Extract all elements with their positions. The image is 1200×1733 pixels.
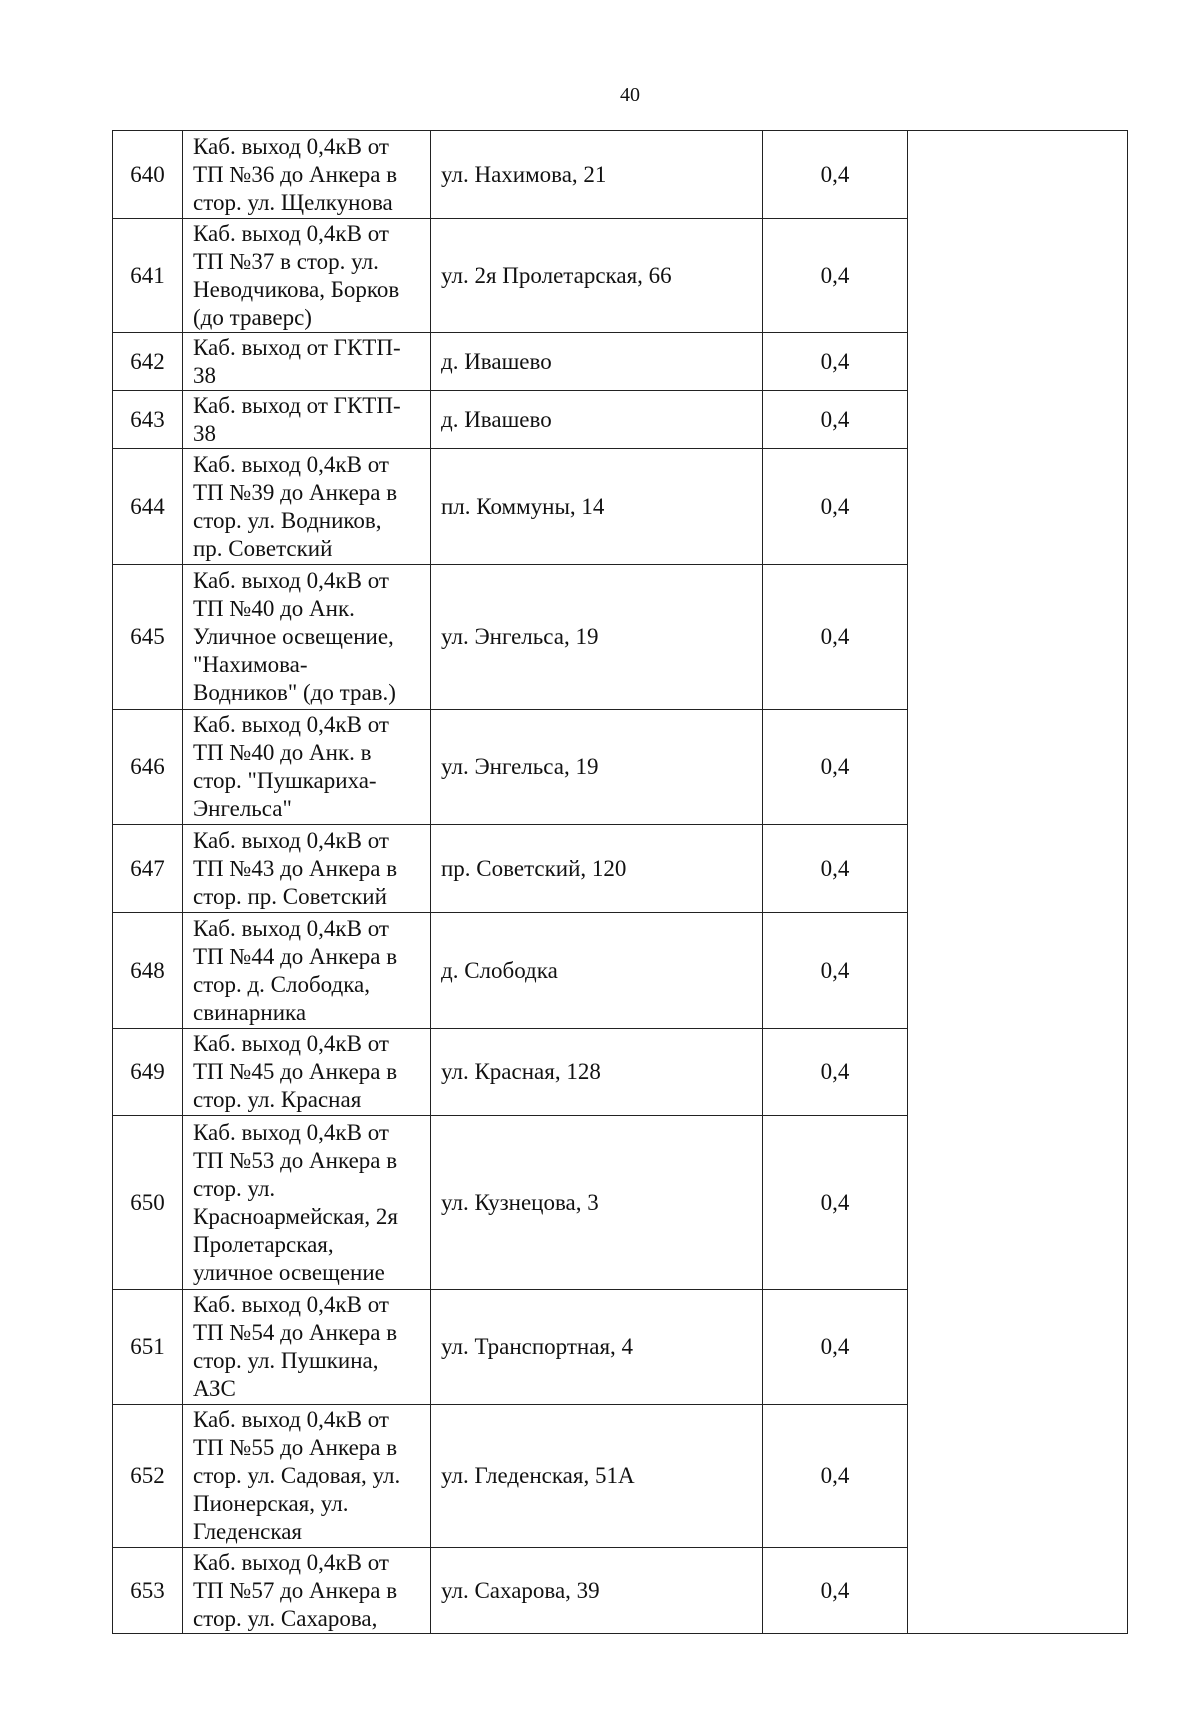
cable-description: Каб. выход 0,4кВ от ТП №54 до Анкера в стор. ул. Пушкина, АЗС xyxy=(183,1290,431,1405)
voltage: 0,4 xyxy=(763,131,908,219)
row-number: 643 xyxy=(113,391,183,449)
row-number: 647 xyxy=(113,825,183,913)
row-number: 646 xyxy=(113,710,183,825)
table-row xyxy=(113,131,1128,219)
cable-description: Каб. выход от ГКТП- 38 xyxy=(183,333,431,391)
voltage: 0,4 xyxy=(763,825,908,913)
address: д. Слободка xyxy=(431,913,763,1029)
facilities-table xyxy=(112,130,1128,1634)
empty-cell xyxy=(908,131,1128,1634)
row-number: 641 xyxy=(113,219,183,333)
row-number: 644 xyxy=(113,449,183,565)
voltage: 0,4 xyxy=(763,913,908,1029)
cable-description: Каб. выход 0,4кВ от ТП №36 до Анкера в стор. ул. Щелкунова xyxy=(183,131,431,219)
cable-description: Каб. выход 0,4кВ от ТП №39 до Анкера в стор. ул. Водников, пр. Советский xyxy=(183,449,431,565)
address: д. Ивашево xyxy=(431,391,763,449)
cable-description: Каб. выход 0,4кВ от ТП №55 до Анкера в стор. ул. Садовая, ул. Пионерская, ул. Гледенская xyxy=(183,1405,431,1548)
address: ул. Красная, 128 xyxy=(431,1029,763,1116)
cable-description: Каб. выход 0,4кВ от ТП №37 в стор. ул. Неводчикова, Борков (до траверс) xyxy=(183,219,431,333)
voltage: 0,4 xyxy=(763,1405,908,1548)
address: ул. Нахимова, 21 xyxy=(431,131,763,219)
voltage: 0,4 xyxy=(763,1116,908,1290)
row-number: 653 xyxy=(113,1548,183,1634)
voltage: 0,4 xyxy=(763,333,908,391)
row-number: 642 xyxy=(113,333,183,391)
cable-description: Каб. выход от ГКТП- 38 xyxy=(183,391,431,449)
voltage: 0,4 xyxy=(763,449,908,565)
cable-description: Каб. выход 0,4кВ от ТП №53 до Анкера в стор. ул. Красноармейская, 2я Пролетарская, уличное освещение xyxy=(183,1116,431,1290)
row-number: 650 xyxy=(113,1116,183,1290)
voltage: 0,4 xyxy=(763,1548,908,1634)
row-number: 649 xyxy=(113,1029,183,1116)
voltage: 0,4 xyxy=(763,1029,908,1116)
address: ул. Энгельса, 19 xyxy=(431,710,763,825)
row-number: 648 xyxy=(113,913,183,1029)
cable-description: Каб. выход 0,4кВ от ТП №43 до Анкера в стор. пр. Советский xyxy=(183,825,431,913)
address: д. Ивашево xyxy=(431,333,763,391)
row-number: 640 xyxy=(113,131,183,219)
voltage: 0,4 xyxy=(763,219,908,333)
address: ул. Энгельса, 19 xyxy=(431,565,763,710)
voltage: 0,4 xyxy=(763,1290,908,1405)
cable-description: Каб. выход 0,4кВ от ТП №44 до Анкера в стор. д. Слободка, свинарника xyxy=(183,913,431,1029)
address: пр. Советский, 120 xyxy=(431,825,763,913)
address: ул. Кузнецова, 3 xyxy=(431,1116,763,1290)
address: ул. Сахарова, 39 xyxy=(431,1548,763,1634)
address: ул. 2я Пролетарская, 66 xyxy=(431,219,763,333)
cable-description: Каб. выход 0,4кВ от ТП №45 до Анкера в стор. ул. Красная xyxy=(183,1029,431,1116)
voltage: 0,4 xyxy=(763,565,908,710)
voltage: 0,4 xyxy=(763,710,908,825)
cable-description: Каб. выход 0,4кВ от ТП №40 до Анк. Уличное освещение, "Нахимова- Водников" (до трав.) xyxy=(183,565,431,710)
address: ул. Транспортная, 4 xyxy=(431,1290,763,1405)
page-number: 40 xyxy=(620,84,640,106)
address: пл. Коммуны, 14 xyxy=(431,449,763,565)
row-number: 651 xyxy=(113,1290,183,1405)
row-number: 652 xyxy=(113,1405,183,1548)
cable-description: Каб. выход 0,4кВ от ТП №57 до Анкера в стор. ул. Сахарова, xyxy=(183,1548,431,1634)
cable-description: Каб. выход 0,4кВ от ТП №40 до Анк. в стор. "Пушкариха- Энгельса" xyxy=(183,710,431,825)
row-number: 645 xyxy=(113,565,183,710)
address: ул. Гледенская, 51А xyxy=(431,1405,763,1548)
voltage: 0,4 xyxy=(763,391,908,449)
